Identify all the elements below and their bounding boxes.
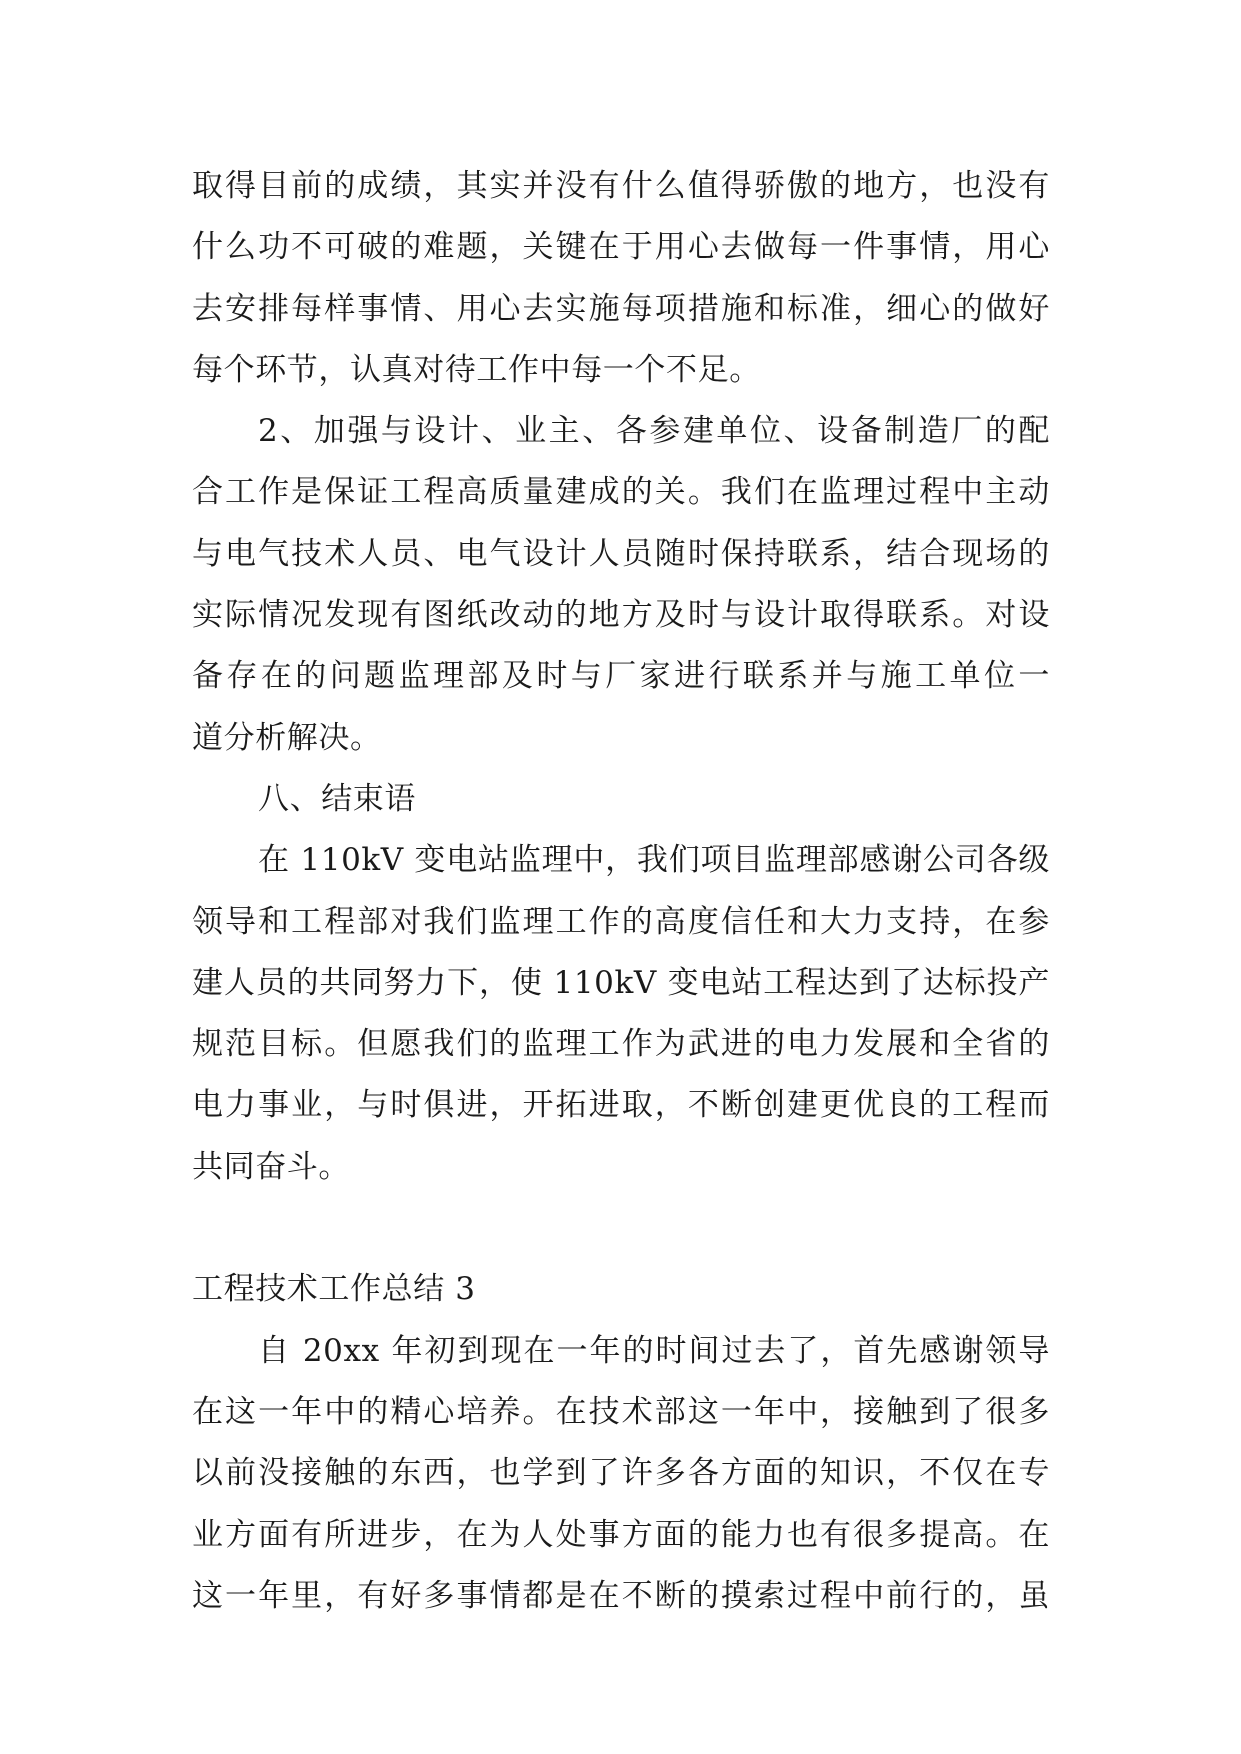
- text-line: 这一年里，有好多事情都是在不断的摸索过程中前行的，虽: [192, 1577, 1050, 1614]
- text-line: 电力事业，与时俱进，开拓进取，不断创建更优良的工程而: [192, 1087, 1050, 1124]
- text-line: 自 20xx 年初到现在一年的时间过去了，首先感谢领导: [258, 1332, 1050, 1369]
- text-line: 取得目前的成绩，其实并没有什么值得骄傲的地方，也没有: [192, 168, 1050, 204]
- paragraph-conclusion: [192, 830, 1050, 1198]
- section-heading: 八、结束语: [258, 780, 416, 817]
- paragraph-continuation: [192, 156, 1050, 401]
- text-line: 什么功不可破的难题，关键在于用心去做每一件事情，用心: [192, 229, 1050, 266]
- text-line: 共同奋斗。: [192, 1148, 350, 1185]
- heading-conclusion: [192, 769, 1050, 830]
- document-body: [192, 156, 1050, 1627]
- text-line: 规范目标。但愿我们的监理工作为武进的电力发展和全省的: [192, 1026, 1050, 1063]
- text-line: 在 110kV 变电站监理中，我们项目监理部感谢公司各级: [258, 842, 1050, 879]
- text-line: 实际情况发现有图纸改动的地方及时与设计取得联系。对设: [192, 597, 1050, 634]
- text-line: 合工作是保证工程高质量建成的关。我们在监理过程中主动: [192, 474, 1050, 511]
- text-line: 领导和工程部对我们监理工作的高度信任和大力支持，在参: [192, 903, 1050, 940]
- text-line: 以前没接触的东西，也学到了许多各方面的知识，不仅在专: [192, 1455, 1050, 1492]
- blank-line: [192, 1198, 1050, 1259]
- paragraph-coordination: [192, 401, 1050, 769]
- text-line: 在这一年中的精心培养。在技术部这一年中，接触到了很多: [192, 1393, 1050, 1430]
- text-line: 备存在的问题监理部及时与厂家进行联系并与施工单位一: [192, 658, 1050, 695]
- paragraph-summary-intro: [192, 1321, 1050, 1627]
- text-line: 业方面有所进步，在为人处事方面的能力也有很多提高。在: [192, 1516, 1050, 1553]
- text-line: 2、加强与设计、业主、各参建单位、设备制造厂的配: [258, 413, 1050, 450]
- section-title: 工程技术工作总结 3: [192, 1271, 476, 1308]
- text-line: 建人员的共同努力下，使 110kV 变电站工程达到了达标投产: [192, 964, 1050, 1001]
- text-line: 道分析解决。: [192, 719, 382, 756]
- text-line: 去安排每样事情、用心去实施每项措施和标准，细心的做好: [192, 290, 1050, 327]
- document-section-title: [192, 1259, 1050, 1320]
- text-line: 与电气技术人员、电气设计人员随时保持联系，结合现场的: [192, 535, 1050, 572]
- text-line: 每个环节，认真对待工作中每一个不足。: [192, 351, 761, 388]
